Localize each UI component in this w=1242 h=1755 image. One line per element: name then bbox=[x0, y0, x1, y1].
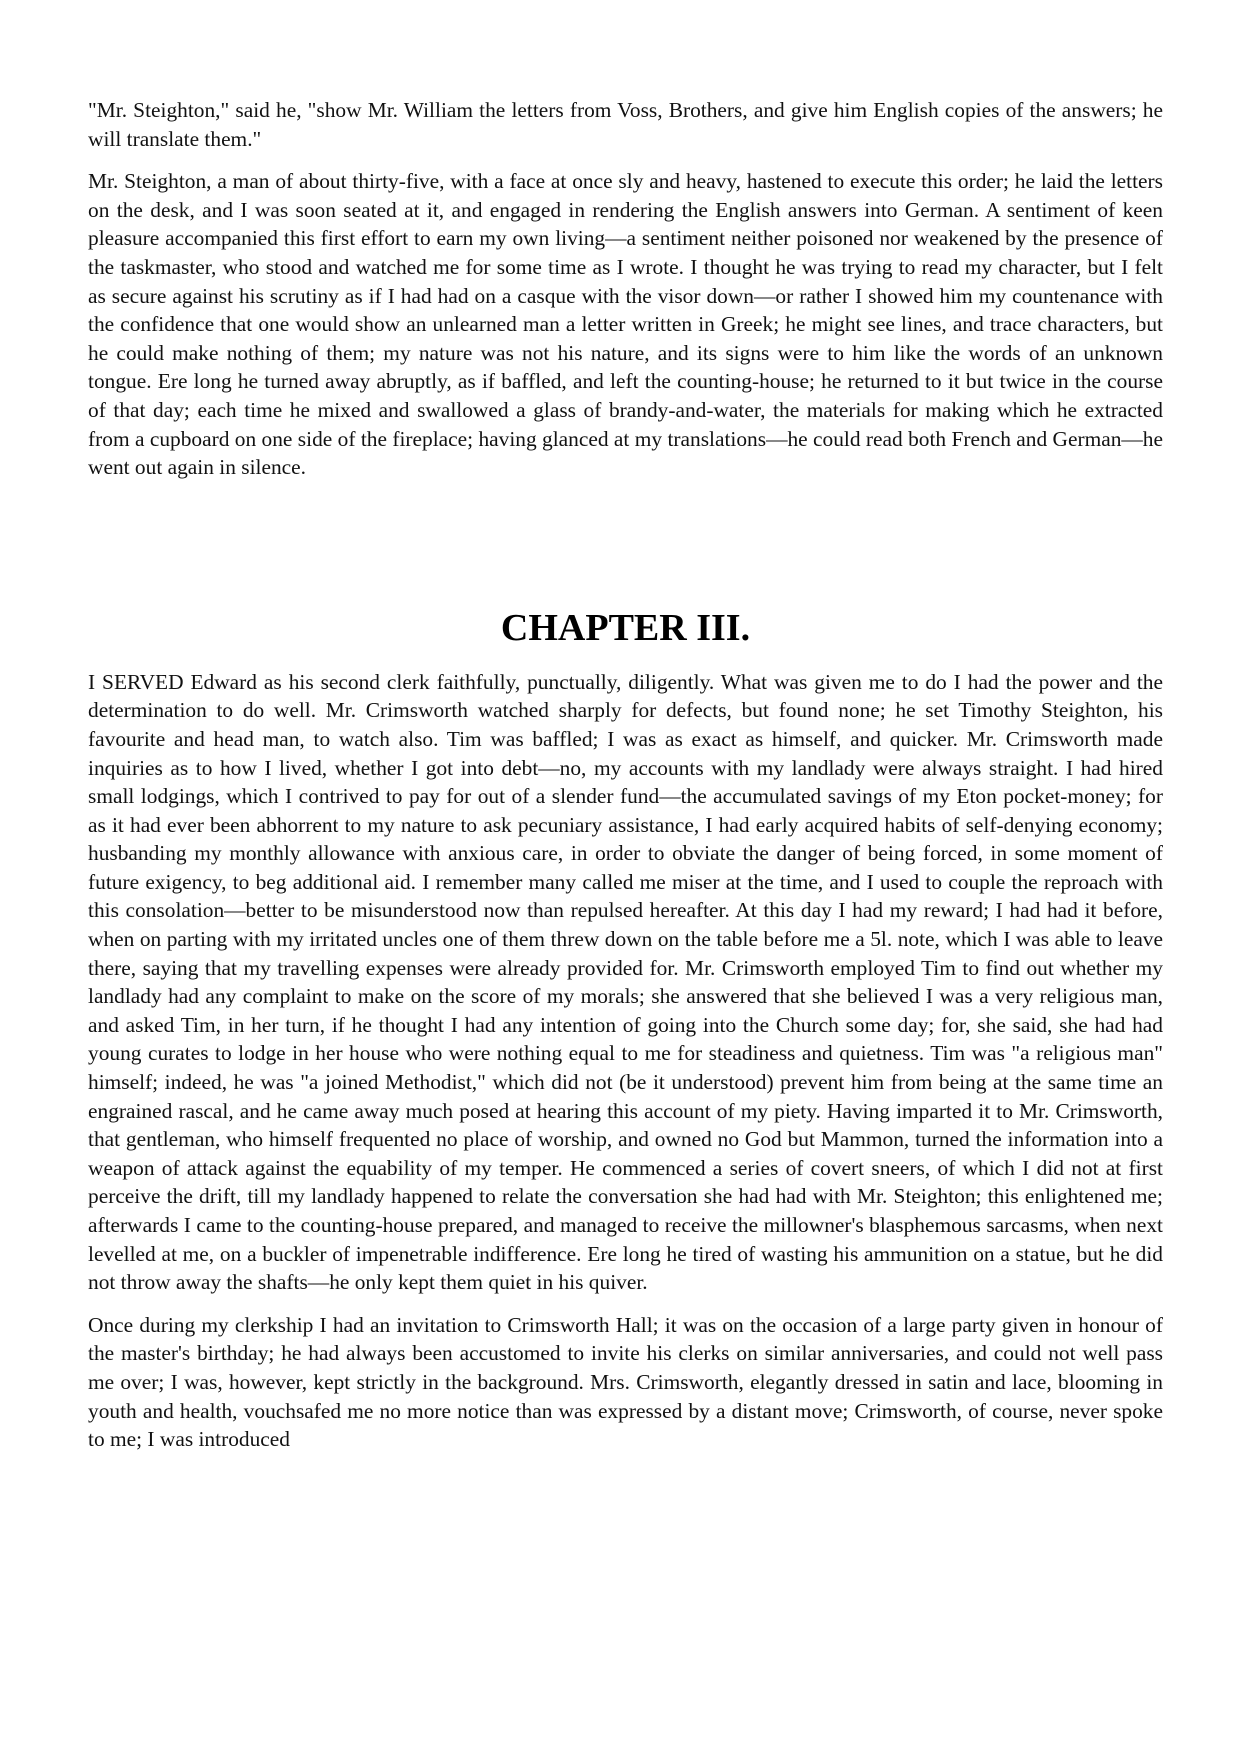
chapter-title: CHAPTER III. bbox=[500, 606, 751, 649]
paragraph-steighton-quote: "Mr. Steighton," said he, "show Mr. William the letters from Voss, Brothers, and give him English copies of the answers; he will translate them." bbox=[88, 98, 1163, 151]
paragraph-crimsworth-hall: Once during my clerkship I had an invitation to Crimsworth Hall; it was on the occasion of a large party given in honour of the master's birthday; he had always been accustomed to invite his clerks on similar anniversaries, and could not well pass me over; I was, however, kept strictly in the background. Mrs. Crimsworth, elegantly dressed in satin and lace, blooming in youth and health, vouchsafed me no more notice than was expressed by a distant move; Crimsworth, of course, never spoke to me; I was introduced bbox=[88, 1312, 1163, 1452]
paragraph-translation-task: Mr. Steighton, a man of about thirty-five, with a face at once sly and heavy, hastened to execute this order; he laid the letters on the desk, and I was soon seated at it, and engaged in rendering the English answers into German. A sentiment of keen pleasure accompanied this first effort to earn my own living—a sentiment neither poisoned nor weakened by the presence of the taskmaster, who stood and watched me for some time as I wrote. I thought he was trying to read my character, but I felt as secure against his scrutiny as if I had had on a casque with the visor down—or rather I showed him my countenance with the confidence that one would show an unlearned man a letter written in Greek; he might see lines, and trace characters, but he could make nothing of them; my nature was not his nature, and its signs were to him like the words of an unknown tongue. Ere long he turned away abruptly, as if baffled, and left the counting-house; he returned to it but twice in the course of that day; each time he mixed and swallowed a glass of brandy-and-water, the materials for making which he extracted from a cupboard on one side of the fireplace; having glanced at my translations—he could read both French and German—he went out again in silence. bbox=[88, 169, 1163, 480]
document-page bbox=[88, 96, 1163, 1468]
chapter-spacer bbox=[88, 496, 1163, 606]
paragraph-second-clerk: I SERVED Edward as his second clerk faithfully, punctually, diligently. What was given me to do I had the power and the determination to do well. Mr. Crimsworth watched sharply for defects, but found none; he set Timothy Steighton, his favourite and head man, to watch also. Tim was baffled; I was as exact as himself, and quicker. Mr. Crimsworth made inquiries as to how I lived, whether I got into debt—no, my accounts with my landlady were always straight. I had hired small lodgings, which I contrived to pay for out of a slender fund—the accumulated savings of my Eton pocket-money; for as it had ever been abhorrent to my nature to ask pecuniary assistance, I had early acquired habits of self-denying economy; husbanding my monthly allowance with anxious care, in order to obviate the danger of being forced, in some moment of future exigency, to beg additional aid. I remember many called me miser at the time, and I used to couple the reproach with this consolation—better to be misunderstood now than repulsed hereafter. At this day I had my reward; I had had it before, when on parting with my irritated uncles one of them threw down on the table before me a 5l. note, which I was able to leave there, saying that my travelling expenses were already provided for. Mr. Crimsworth employed Tim to find out whether my landlady had any complaint to make on the score of my morals; she answered that she believed I was a very religious man, and asked Tim, in her turn, if he thought I had any intention of going into the Church some day; for, she said, she had had young curates to lodge in her house who were nothing equal to me for steadiness and quietness. Tim was "a religious man" himself; indeed, he was "a joined Methodist," which did not (be it understood) prevent him from being at the same time an engrained rascal, and he came away much posed at hearing this account of my piety. Having imparted it to Mr. Crimsworth, that gentleman, who himself frequented no place of worship, and owned no God but Mammon, turned the information into a weapon of attack against the equability of my temper. He commenced a series of covert sneers, of which I did not at first perceive the drift, till my landlady happened to relate the conversation she had had with Mr. Steighton; this enlightened me; afterwards I came to the counting-house prepared, and managed to receive the millowner's blasphemous sarcasms, when next levelled at me, on a buckler of impenetrable indifference. Ere long he tired of wasting his ammunition on a statue, but he did not throw away the shafts—he only kept them quiet in his quiver. bbox=[88, 669, 1163, 1295]
